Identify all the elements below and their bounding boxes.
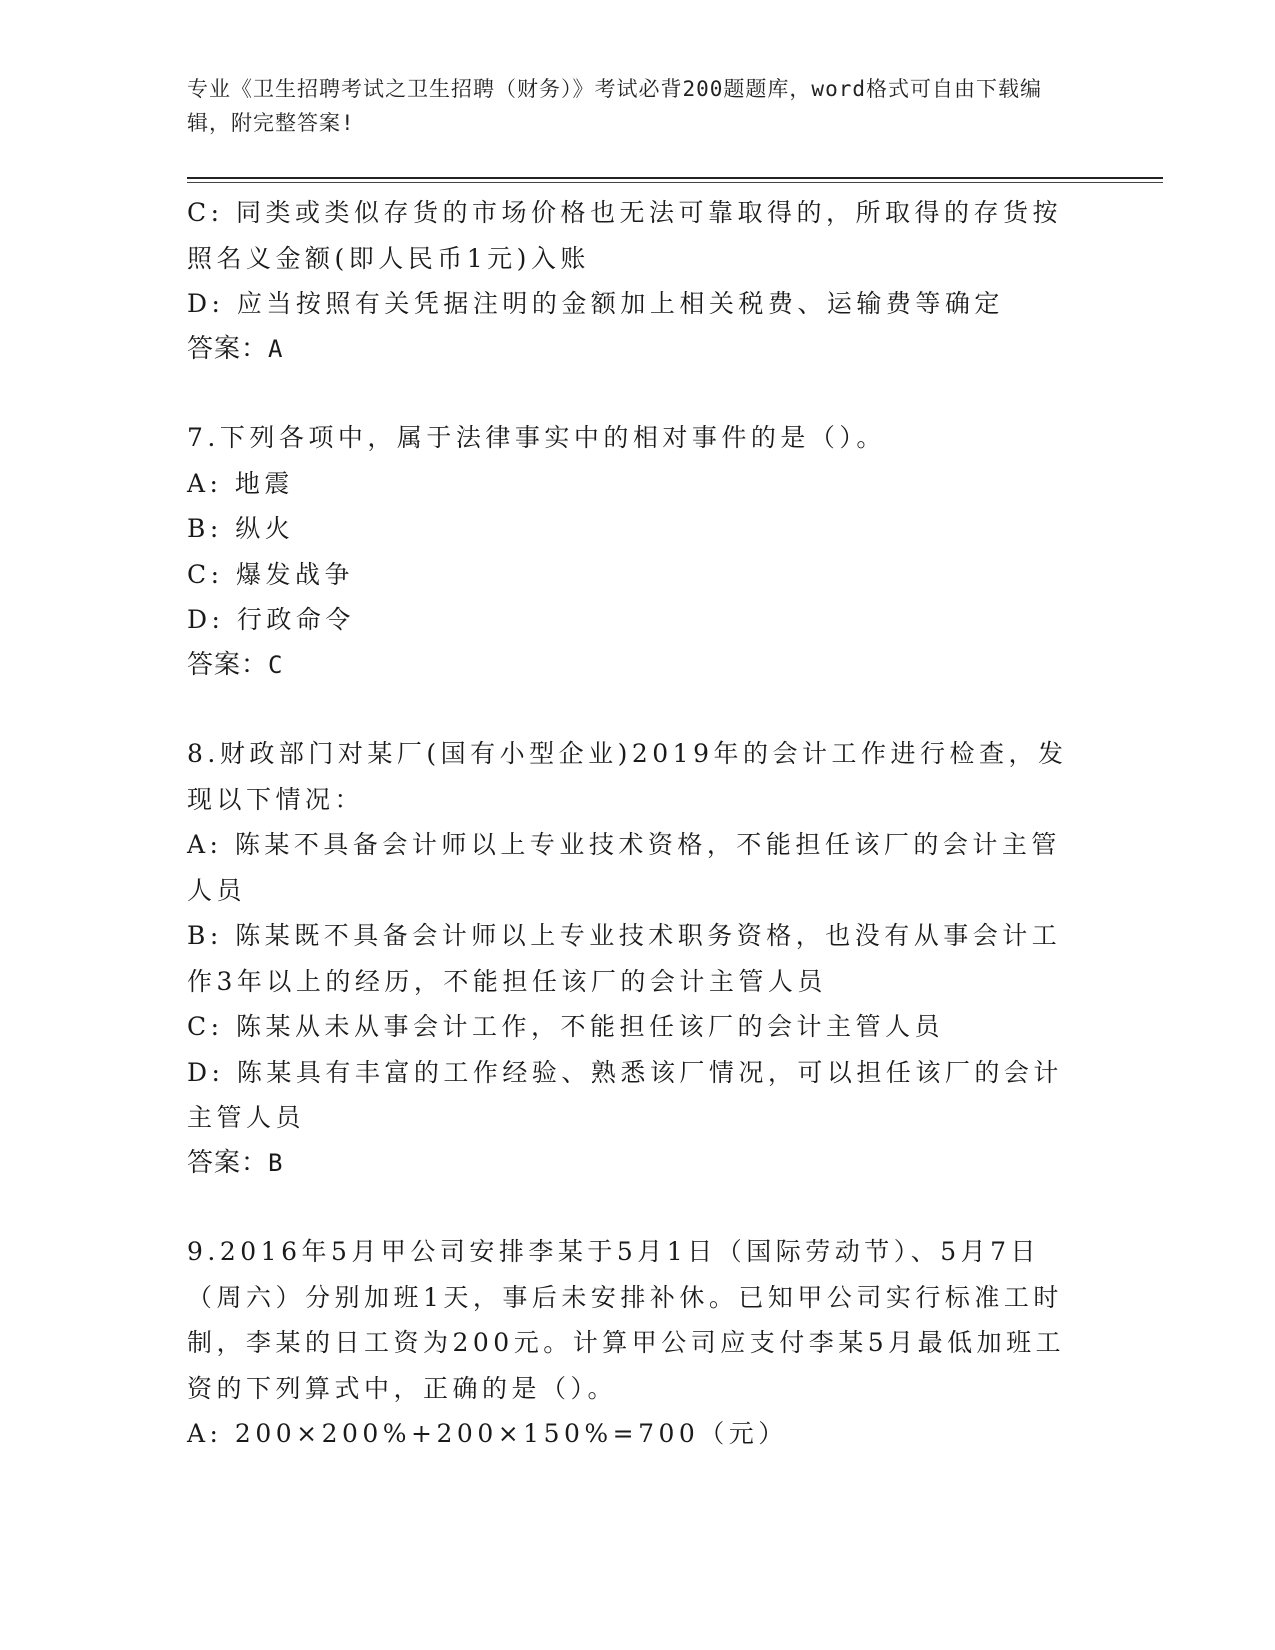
- option-a: A: 陈某不具备会计师以上专业技术资格，不能担任该厂的会计主管人员: [187, 830, 1061, 905]
- continued-question: [187, 190, 1077, 372]
- option-a: A: 地震: [187, 468, 294, 498]
- question-stem: 8.财政部门对某厂(国有小型企业)2019年的会计工作进行检查，发现以下情况：: [187, 739, 1068, 814]
- option-d: D: 应当按照有关凭据注明的金额加上相关税费、运输费等确定: [187, 289, 1004, 318]
- option-a: A: 200×200%+200×150%=700（元）: [187, 1419, 788, 1448]
- option-b: B: 陈某既不具备会计师以上专业技术职务资格，也没有从事会计工作3年以上的经历，不能担任该厂的会计主管人员: [187, 921, 1062, 996]
- document-header: [187, 72, 1067, 140]
- question-7: [187, 415, 1077, 688]
- answer-label: 答案：: [187, 649, 269, 680]
- answer-line: [187, 1141, 1077, 1187]
- question-stem: 9.2016年5月甲公司安排李某于5月1日（国际劳动节）、5月7日（周六）分别加班1天，事后未安排补休。已知甲公司实行标准工时制，李某的日工资为200元。计算甲公司应支付李某5月最低加班工资的下列算式中，正确的是（）。: [187, 1237, 1066, 1403]
- option-c: C: 陈某从未从事会计工作，不能担任该厂的会计主管人员: [187, 1012, 945, 1041]
- question-8: [187, 731, 1077, 1186]
- option-b: B: 纵火: [187, 514, 295, 543]
- header-divider-thick: [187, 177, 1163, 179]
- option-d: D: 陈某具有丰富的工作经验、熟悉该厂情况，可以担任该厂的会计主管人员: [187, 1057, 1063, 1132]
- answer-value: A: [268, 334, 284, 363]
- question-content: [187, 190, 1077, 1457]
- option-c: C: 爆发战争: [187, 559, 354, 589]
- answer-line: [187, 327, 1077, 373]
- answer-value: B: [268, 1148, 284, 1177]
- answer-label: 答案：: [187, 1147, 269, 1178]
- answer-value: C: [268, 650, 284, 679]
- question-stem: 7.下列各项中，属于法律事实中的相对事件的是（）。: [187, 423, 886, 452]
- header-divider-thin: [187, 182, 1163, 183]
- option-d: D: 行政命令: [187, 605, 355, 634]
- answer-label: 答案：: [187, 333, 269, 364]
- question-9: [187, 1229, 1077, 1457]
- answer-line: [187, 643, 1077, 689]
- header-title: 专业《卫生招聘考试之卫生招聘（财务）》考试必背200题题库，word格式可自由下载编辑，附完整答案!: [187, 77, 1042, 135]
- option-c: C: 同类或类似存货的市场价格也无法可靠取得的，所取得的存货按照名义金额(即人民币1元)入账: [187, 198, 1063, 273]
